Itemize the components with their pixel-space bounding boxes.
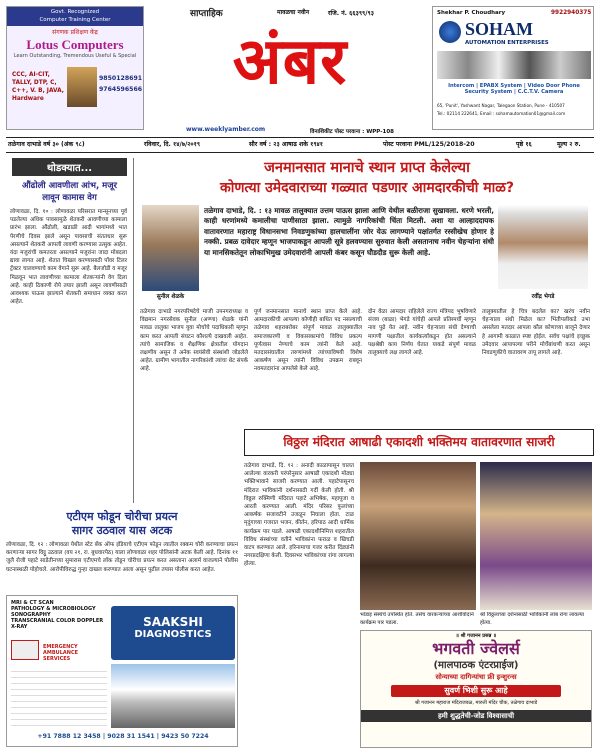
lead-column-2: पूर्ण जनमानसात मानाचे स्थान प्राप्त केले आहे. आमदारकीची आपल्या कोणीही बाधित पद नसल्याची तळेगाव शहराबरोबर संपूर्ण मावळ तालुक्यातील समाजकारणी व विकासकामांचे विविध प्रकल्प पूर्णत्वास नेण्याचे काम त्यांनी केले आहे. मतदारसंघातील तरुणांमध्ये त्यांच्याविषयी विशेष आकर्षण असून त्यांनी विविध उपक्रम राबवून नवमतदारांना आपलेसे केले आहे. [254, 309, 362, 373]
masthead-website[interactable]: www.weeklyamber.com [186, 126, 266, 133]
ad-soham-contact: Tel.: 02114 222641, Email : sohamautomation01@gmail.com [437, 111, 566, 116]
lead-column-1: तळेगाव दाभाडे नगरपरिषदेचे माजी उपनगराध्यक्ष व विद्यमान नगरसेवक सुनील (अण्णा) शेळके यांनी मावळ तालुका भाजप युवा मोर्चाचे पदाधिकारी म्हणून काम करत आपली संघटन कौशल्ये दाखवली आहेत. त्यांचे सामाजिक व शैक्षणिक क्षेत्रातील योगदान लक्षणीय असून ते अनेक स्वयंसेवी संस्थांशी जोडलेले आहेत. ग्रामीण भागातील नागरिकांशी त्यांचा थेट संपर्क आहे. [140, 309, 248, 373]
masthead-reg: रजि. नं. ६६३९९/९३ [328, 10, 374, 17]
ad-bhagwati-scheme: सुवर्ण भिशी सुरू आहे [391, 685, 561, 697]
ad-saakshi-diagnostics [6, 595, 238, 747]
ad-soham-logo-icon [439, 21, 461, 43]
dateline-place: तळेगाव दाभाडे वर्ष ३० (अंक ९८) [8, 141, 85, 148]
dateline-license: पोस्ट परवाना PML/125/2018-20 [383, 141, 475, 148]
ad-bhagwati-name: भगवती ज्वेलर्स [432, 639, 520, 658]
vitthal-caption-right: श्री विठ्ठलाच्या दर्शनासाठी भाविकांनी लांब रांगा लावल्या होत्या. [480, 612, 585, 626]
ad-saakshi-service-3: SONOGRAPHY [11, 612, 51, 618]
lead-photo-right [498, 205, 588, 289]
lead-intro: तळेगाव दाभाडे, दि. : १३ मावळ तालुक्यात उत्तम पाऊस झाला आणि येथील बळीराजा सुखावला. धरणे भरली, काही धरणांमध्ये कमालीचा पाणीसाठा झाला. त्यामुळे नागरिकांची चिंता मिटली. अशा या आल्हाददायक वातावरणात महाराष्ट्र विधानसभा निवडणुकांच्या हालचालींना जोर येऊ लागण्याने पक्षांतर्गत रस्सीखेच होणार हे नक्की. प्रबळ दावेदार म्हणून भाजपाकडून आपली सूत्रे हलवण्यास सुरुवात केली असतानाच नवीन चेहऱ्यांना संधी या मानसिकतेतून लोकाभिमुख उमेदवारांनी आपली कंबर कसून घौडदौड सुरू केली आहे. [204, 206, 494, 257]
sidebar-heading: थोडक्यात... [12, 158, 127, 176]
dateline-date: रविवार, दि. १४/७/२०१९ [144, 141, 201, 148]
ad-lotus-top2: Computer Training Center [39, 16, 111, 23]
ad-saakshi-logo [111, 606, 235, 660]
ad-saakshi-sub: DIAGNOSTICS [134, 629, 212, 640]
vitthal-photo-right [480, 462, 592, 610]
ad-saakshi-service-2: PATHOLOGY & MICROBIOLOGY [11, 606, 96, 612]
lead-column-4: तालुक्यातील हे चित्र बदलेल का? खरंच नवीन चेहऱ्याला संधी मिळेल का? भिंतीपलीकडे उभा असलेला मतदार आपला कौल कोणाच्या बाजूने देणार हे आगामी काळात स्पष्ट होईल. सर्वच पक्षांचे इच्छुक उमेदवार आपापल्या परीने मोर्चेबांधणी करत असून निवडणुकीचे वातावरण तापू लागले आहे. [482, 309, 590, 357]
vitthal-caption-left: भोंडाइ संस्थेचे उपस्थित होते. तसेच वारकऱ्यांच्या आशीर्वादाने कार्यक्रम पार पडला. [360, 612, 474, 626]
masthead-title: अंबर [232, 25, 348, 99]
ad-lotus-header [7, 7, 143, 26]
dateline-pages: पृष्ठे १६ [516, 141, 532, 148]
atm-title-1[interactable]: एटीएम फोडून चोरीचा प्रयत्न [66, 510, 178, 523]
vitthal-headline[interactable]: विठ्ठल मंदिरात आषाढी एकादशी भक्तिमय वातावरणात साजरी [244, 429, 594, 456]
ad-bhagwati-jewellers [360, 630, 592, 748]
ad-bhagwati-footer: हमी शुद्धतेची-जोड विश्वासाची [361, 710, 591, 722]
dateline-price: मूल्य २ रु. [557, 141, 581, 148]
ad-lotus-courses: CCC, AI-CIT, TALLY, DTP, C, C++, V. B, JAVA, Hardware [12, 72, 64, 102]
lead-headline-line-2: कोणत्या उमेदवाराच्या गळ्यात पडणार आमदारकीची माळ? [219, 180, 515, 196]
atm-story [6, 510, 238, 592]
dateline-saka: सौर वर्ष : २३ आषाढ शके १९४१ [249, 141, 323, 148]
dateline-bar [6, 137, 594, 153]
ad-saakshi-phones: +91 7888 12 3458 | 9028 31 1541 | 9423 50 7224 [37, 733, 209, 740]
ad-lotus-marathi: संगणक प्रशिक्षण केंद्र [52, 29, 98, 36]
ad-soham-person: Shekhar P. Choudhary [437, 10, 506, 16]
ad-saakshi-building-photo [111, 664, 235, 728]
ad-lotus-tagline: Learn Outstanding, Tremendous Useful & Special [13, 52, 137, 59]
ad-saakshi-service-4: TRANSCRANIAL COLOR DOPPLER [11, 618, 104, 624]
vitthal-photo-left [360, 462, 476, 610]
masthead [150, 6, 430, 136]
ad-lotus-phone-1: 9850128691 [99, 75, 143, 82]
ad-lotus-computers [6, 6, 144, 130]
ad-bhagwati-top: ॥ श्री गजानन प्रसन्न ॥ [455, 633, 497, 639]
ad-lotus-name: Lotus Computers [26, 36, 124, 52]
ad-bhagwati-tag: सोन्याच्या दागिन्यांचा फ्री इन्शुरन्स [435, 673, 517, 681]
masthead-postal: विनाशिकीट पोस्ट परवाना : WPP-108 [310, 129, 394, 135]
ad-soham-automation [432, 6, 594, 130]
ad-bhagwati-sub: (मालपाठक एंटरप्राईज) [433, 660, 519, 671]
lead-photo-left [142, 205, 199, 291]
ad-soham-phone: 9922940375 [551, 10, 592, 16]
ad-soham-address: 65, 'Punit', Yashwant Nagar, Talegaon Station, Pune - 410507 [437, 103, 565, 108]
lead-caption-left: सुनील शेळके [156, 294, 185, 300]
lead-column-3: दोन वेळा आमदार राहिलेले राज्य मंत्रिपद भूषविणारे संजय (बाळा) भेगडे यांचेही आपले प्रतिस्पर्धी म्हणून नाव पुढे येत आहे. नवीन चेहऱ्याला संधी देण्याची मागणी पक्षातील कार्यकर्त्यांकडून होत असल्याने पक्षश्रेष्ठी काय निर्णय घेतात याकडे संपूर्ण मावळ तालुक्याचे लक्ष लागले आहे. [368, 309, 476, 357]
atm-title-2[interactable]: सागर उठवाल यास अटक [71, 524, 173, 537]
masthead-weekly: साप्ताहिक [190, 9, 223, 19]
lead-headline[interactable] [140, 158, 594, 198]
ad-soham-sub: AUTOMATION ENTERPRISES [465, 40, 549, 46]
lead-caption-right: रवींद्र भेगडे [531, 294, 555, 300]
ad-soham-services-2: Security System | C.C.T.V. Camera [464, 89, 564, 95]
ad-saakshi-address-block [11, 666, 107, 726]
sidebar [6, 158, 134, 503]
masthead-tagline: मावळचा नवीन [277, 9, 310, 16]
ad-saakshi-name: SAAKSHI [143, 615, 203, 629]
ad-lotus-phone-2: 9764596566 [99, 86, 143, 93]
vitthal-body: तळेगाव दाभाडे, दि. १२ : अनादी काळापासून चालत आलेल्या वारकरी परंपरेनुसार आषाढी एकादशी मोठ्या भक्तिभावाने साजरी करण्यात आली. पहाटेपासूनच मंदिरात भाविकांनी दर्शनासाठी गर्दी केली होती. श्री विठ्ठल रुक्मिणी मंदिरात पहाटे अभिषेक, महापूजा व आरती करण्यात आली. मंदिर परिसर फुलांच्या आकर्षक सजावटीने उजळून निघाला होता. टाळ मृदुंगाच्या गजरात भजन, कीर्तन, हरिपाठ आदी धार्मिक कार्यक्रम पार पडले. आषाढी एकादशीनिमित्त शहरातील विविध संस्थांच्या वतीने भाविकांना फराळ व खिचडी वाटप करण्यात आले. हरिनामाचा गजर करीत दिंड्यांनी नगरप्रदक्षिणा केली. दिवसभर भाविकांच्या रांगा लागल्या होत्या. [244, 463, 354, 568]
lead-headline-line-1: जनमानसात मानाचे स्थान प्राप्त केलेल्या [264, 160, 470, 176]
ad-soham-services-1: Intercom | EPABX System | Video Door Phone [448, 83, 580, 89]
ad-lotus-top: Govt. Recognized [50, 9, 100, 15]
ad-lotus-photo [67, 67, 97, 107]
ad-soham-name: SOHAM [465, 19, 534, 39]
sidebar-story-title[interactable]: औंढोली आवणीला आंभ, मजूर लावून कामास वेग [22, 181, 117, 203]
ad-saakshi-ambulance-icon [11, 640, 39, 660]
ad-bhagwati-address: श्री गजानन महाराज मंदिराजवळ, मारुती मंदिर चौक, तळेगाव दाभाडे [414, 700, 538, 706]
ad-soham-product-images [437, 51, 591, 79]
ad-saakshi-service-1: MRI & CT SCAN [11, 600, 54, 606]
atm-body: लोणावळा, दि. १२ : लोणावळा येथील स्टेट बँक ऑफ इंडियाचे एटीएम फोडून त्यातील रक्कम चोरी करण्याचा प्रयत्न करणाऱ्या सागर विट्ठू उठवाल (वय २१, रा. बुधवारपेठ) याला लोणावळा शहर पोलिसांनी अटक केली आहे. दिनांक ११ जुलै रोजी पहाटे साडेतीनच्या सुमारास एटीएमचे लॉक तोडून चोरीचा प्रयत्न करत असताना अलार्म वाजल्याने पोलीस घटनास्थळी पोहोचले. आरोपीविरुद्ध गुन्हा दाखल करण्यात आला असून पुढील तपास पोलीस करत आहेत. [6, 542, 238, 573]
sidebar-story-body: लोणावळा, दि. १० : लोणावळा परिसरात मान्सूनच्या पूर्व पडलेल्या अधिक पावसामुळे शेतकरी आवणीच्या कामाला प्रारंभ झाला. औंढोली, खडाळी आदी भागांमध्ये भात पेरणीचे दिवस झाले असून पावसाची संततधार सुरू असल्याने शेतकरी आपली लावणी करण्यास उत्सुक आहेत. यंदा मजुरांची कमतरता असल्याने मजुरांना जादा मोबदला द्यावा लागत आहे. शेतात चिखल करण्यासाठी पॉवर टिलर ट्रॅक्टर चालवण्याचे काम वेगाने सुरू आहे. बैलजोडी व मजूर मिळवून भात लावणीच्या कामाला शेतकऱ्यांनी वेग दिला आहे. काही ठिकाणी रोपे तयार झाली असून लावणीसाठी आवश्यक पाऊस झाल्याने शेतकरी समाधान व्यक्त करत आहेत. [10, 209, 127, 306]
ad-saakshi-emergency: EMERGENCY AMBULANCE SERVICES [43, 644, 79, 662]
ad-saakshi-service-5: X-RAY [11, 624, 28, 630]
